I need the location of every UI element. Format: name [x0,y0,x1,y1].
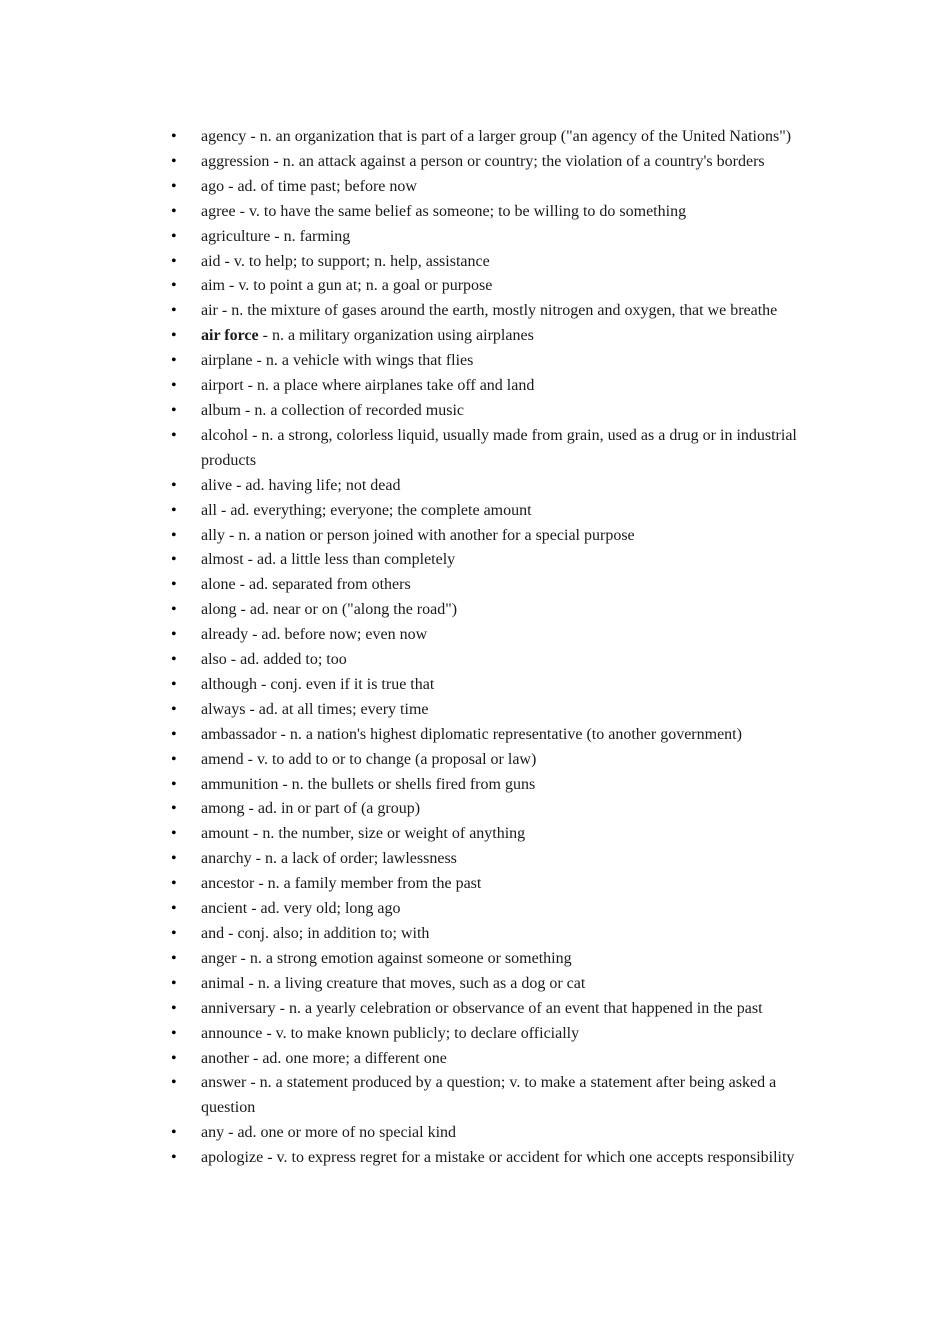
bullet-icon: • [171,875,177,893]
entry-definition: - n. a living creature that moves, such as a dog or cat [244,974,586,992]
entry-term: agriculture [201,227,271,245]
bullet-icon: • [171,202,177,220]
entry-definition: - n. a statement produced by a question; v. to make a statement after being asked a question [201,1074,777,1117]
vocabulary-entry [0,125,811,150]
entry-term: although [201,675,257,693]
entry-term: ancient [201,900,248,918]
vocabulary-entry [0,1022,811,1047]
bullet-icon: • [171,426,177,444]
vocabulary-entry [0,573,811,598]
vocabulary-entry [0,872,811,897]
entry-definition: - n. a strong emotion against someone or something [236,949,572,967]
bullet-icon: • [171,850,177,868]
bullet-icon: • [171,1074,177,1092]
entry-definition: - ad. very old; long ago [247,900,401,918]
vocabulary-entry [0,773,811,798]
entry-term: air force [201,327,259,345]
vocabulary-entry [0,972,811,997]
bullet-icon: • [171,1024,177,1042]
bullet-icon: • [171,626,177,644]
entry-definition: - ad. a little less than completely [243,551,456,569]
entry-term: ally [201,526,225,544]
entry-definition: - ad. in or part of (a group) [244,800,421,818]
vocabulary-entry [0,299,811,324]
entry-term: anger [201,949,237,967]
vocabulary-entry [0,424,811,474]
vocabulary-entry [0,1047,811,1072]
entry-term: among [201,800,245,818]
entry-definition: - n. farming [270,227,351,245]
bullet-icon: • [171,601,177,619]
bullet-icon: • [171,651,177,669]
entry-term: alone [201,576,236,594]
entry-term: any [201,1124,225,1142]
entry-definition: - n. an attack against a person or country; the violation of a country's borders [269,152,765,170]
vocabulary-entry [0,1146,811,1171]
bullet-icon: • [171,775,177,793]
vocabulary-entry [0,324,811,349]
vocabulary-entry [0,250,811,275]
vocabulary-entry [0,922,811,947]
entry-term: ambassador [201,725,277,743]
bullet-icon: • [171,128,177,145]
vocabulary-entry [0,175,811,200]
entry-definition: - ad. one or more of no special kind [224,1124,457,1142]
entry-term: amount [201,825,249,843]
entry-definition: - n. a strong, colorless liquid, usually made from grain, used as a drug or in industrial products [201,426,797,469]
bullet-icon: • [171,227,177,245]
entry-term: apologize [201,1149,264,1167]
bullet-icon: • [171,675,177,693]
entry-definition: - n. a collection of recorded music [241,401,465,419]
vocabulary-entry [0,947,811,972]
entry-term: ancestor [201,875,255,893]
entry-term: also [201,651,227,669]
entry-term: aim [201,277,225,295]
vocabulary-entry [0,623,811,648]
vocabulary-entry [0,723,811,748]
vocabulary-entry [0,524,811,549]
entry-term: anarchy [201,850,252,868]
entry-definition: - n. the mixture of gases around the earth, mostly nitrogen and oxygen, that we breathe [217,302,778,320]
entry-term: airport [201,377,244,395]
bullet-icon: • [171,152,177,170]
entry-term: ago [201,177,225,195]
vocabulary-entry [0,274,811,299]
vocabulary-entry [0,598,811,623]
vocabulary-entry [0,822,811,847]
entry-definition: - n. a vehicle with wings that flies [252,352,474,370]
vocabulary-entry [0,797,811,822]
bullet-icon: • [171,1124,177,1142]
entry-term: another [201,1049,249,1067]
vocabulary-entry [0,399,811,424]
bullet-icon: • [171,177,177,195]
vocabulary-entry [0,748,811,773]
bullet-icon: • [171,974,177,992]
bullet-icon: • [171,900,177,918]
entry-definition: - ad. one more; a different one [248,1049,447,1067]
vocabulary-entry [0,225,811,250]
vocabulary-entry [0,897,811,922]
bullet-icon: • [171,377,177,395]
bullet-icon: • [171,925,177,942]
entry-term: announce [201,1024,263,1042]
entry-definition: - n. a yearly celebration or observance of an event that happened in the past [275,999,763,1017]
entry-term: anniversary [201,999,276,1017]
entry-definition: - ad. of time past; before now [224,177,417,195]
vocabulary-entry [0,150,811,175]
entry-definition: - v. to make known publicly; to declare officially [262,1024,580,1042]
bullet-icon: • [171,576,177,594]
bullet-icon: • [171,352,177,370]
entry-term: all [201,501,217,519]
bullet-icon: • [171,700,177,718]
entry-term: air [201,302,218,320]
entry-definition: - n. an organization that is part of a larger group ("an agency of the United Nations") [246,128,792,145]
entry-definition: - n. a family member from the past [254,875,482,893]
vocabulary-entry [0,847,811,872]
bullet-icon: • [171,277,177,295]
bullet-icon: • [171,1049,177,1067]
vocabulary-entry [0,349,811,374]
entry-definition: - n. a lack of order; lawlessness [251,850,457,868]
vocabulary-entry [0,1071,811,1121]
bullet-icon: • [171,501,177,519]
entry-term: ammunition [201,775,279,793]
vocabulary-entry [0,648,811,673]
vocabulary-entry [0,374,811,399]
entry-term: animal [201,974,245,992]
entry-definition: - n. a nation's highest diplomatic representative (to another government) [276,725,742,743]
entry-term: alive [201,476,233,494]
vocabulary-entry [0,499,811,524]
entry-definition: - ad. separated from others [235,576,411,594]
entry-term: almost [201,551,244,569]
entry-term: agency [201,128,247,145]
vocabulary-entry [0,997,811,1022]
bullet-icon: • [171,551,177,569]
bullet-icon: • [171,750,177,768]
entry-term: and [201,925,225,942]
bullet-icon: • [171,825,177,843]
bullet-icon: • [171,1149,177,1167]
entry-term: alcohol [201,426,249,444]
entry-definition: - n. the number, size or weight of anything [249,825,526,843]
entry-term: aggression [201,152,270,170]
vocabulary-entry [0,698,811,723]
entry-term: agree [201,202,236,220]
bullet-icon: • [171,302,177,320]
entry-definition: - v. to help; to support; n. help, assistance [220,252,490,270]
bullet-icon: • [171,401,177,419]
entry-definition: - ad. having life; not dead [232,476,401,494]
entry-definition: - ad. near or on ("along the road") [236,601,458,619]
vocabulary-entry [0,200,811,225]
bullet-icon: • [171,476,177,494]
entry-definition: - ad. added to; too [226,651,347,669]
bullet-icon: • [171,999,177,1017]
vocabulary-entry [0,673,811,698]
bullet-icon: • [171,327,177,345]
entry-definition: - v. to have the same belief as someone; to be willing to do something [235,202,687,220]
vocabulary-entry [0,474,811,499]
entry-definition: - n. a military organization using airplanes [258,327,534,345]
vocabulary-entry [0,548,811,573]
vocabulary-list [0,125,950,1171]
bullet-icon: • [171,526,177,544]
entry-definition: - ad. everything; everyone; the complete amount [217,501,532,519]
entry-term: always [201,700,246,718]
entry-term: answer [201,1074,247,1092]
entry-term: aid [201,252,221,270]
entry-definition: - v. to point a gun at; n. a goal or purpose [225,277,493,295]
bullet-icon: • [171,252,177,270]
entry-definition: - v. to express regret for a mistake or accident for which one accepts responsibility [263,1149,795,1167]
entry-term: album [201,401,241,419]
bullet-icon: • [171,725,177,743]
entry-definition: - conj. also; in addition to; with [224,925,430,942]
bullet-icon: • [171,949,177,967]
entry-term: amend [201,750,244,768]
entry-term: already [201,626,249,644]
entry-definition: - ad. before now; even now [248,626,428,644]
entry-term: airplane [201,352,253,370]
entry-definition: - v. to add to or to change (a proposal or law) [243,750,537,768]
entry-definition: - conj. even if it is true that [257,675,435,693]
entry-definition: - ad. at all times; every time [245,700,429,718]
entry-definition: - n. a nation or person joined with another for a special purpose [225,526,635,544]
vocabulary-entry [0,1121,811,1146]
entry-definition: - n. the bullets or shells fired from guns [278,775,536,793]
bullet-icon: • [171,800,177,818]
entry-term: along [201,601,237,619]
entry-definition: - n. a place where airplanes take off and land [243,377,535,395]
